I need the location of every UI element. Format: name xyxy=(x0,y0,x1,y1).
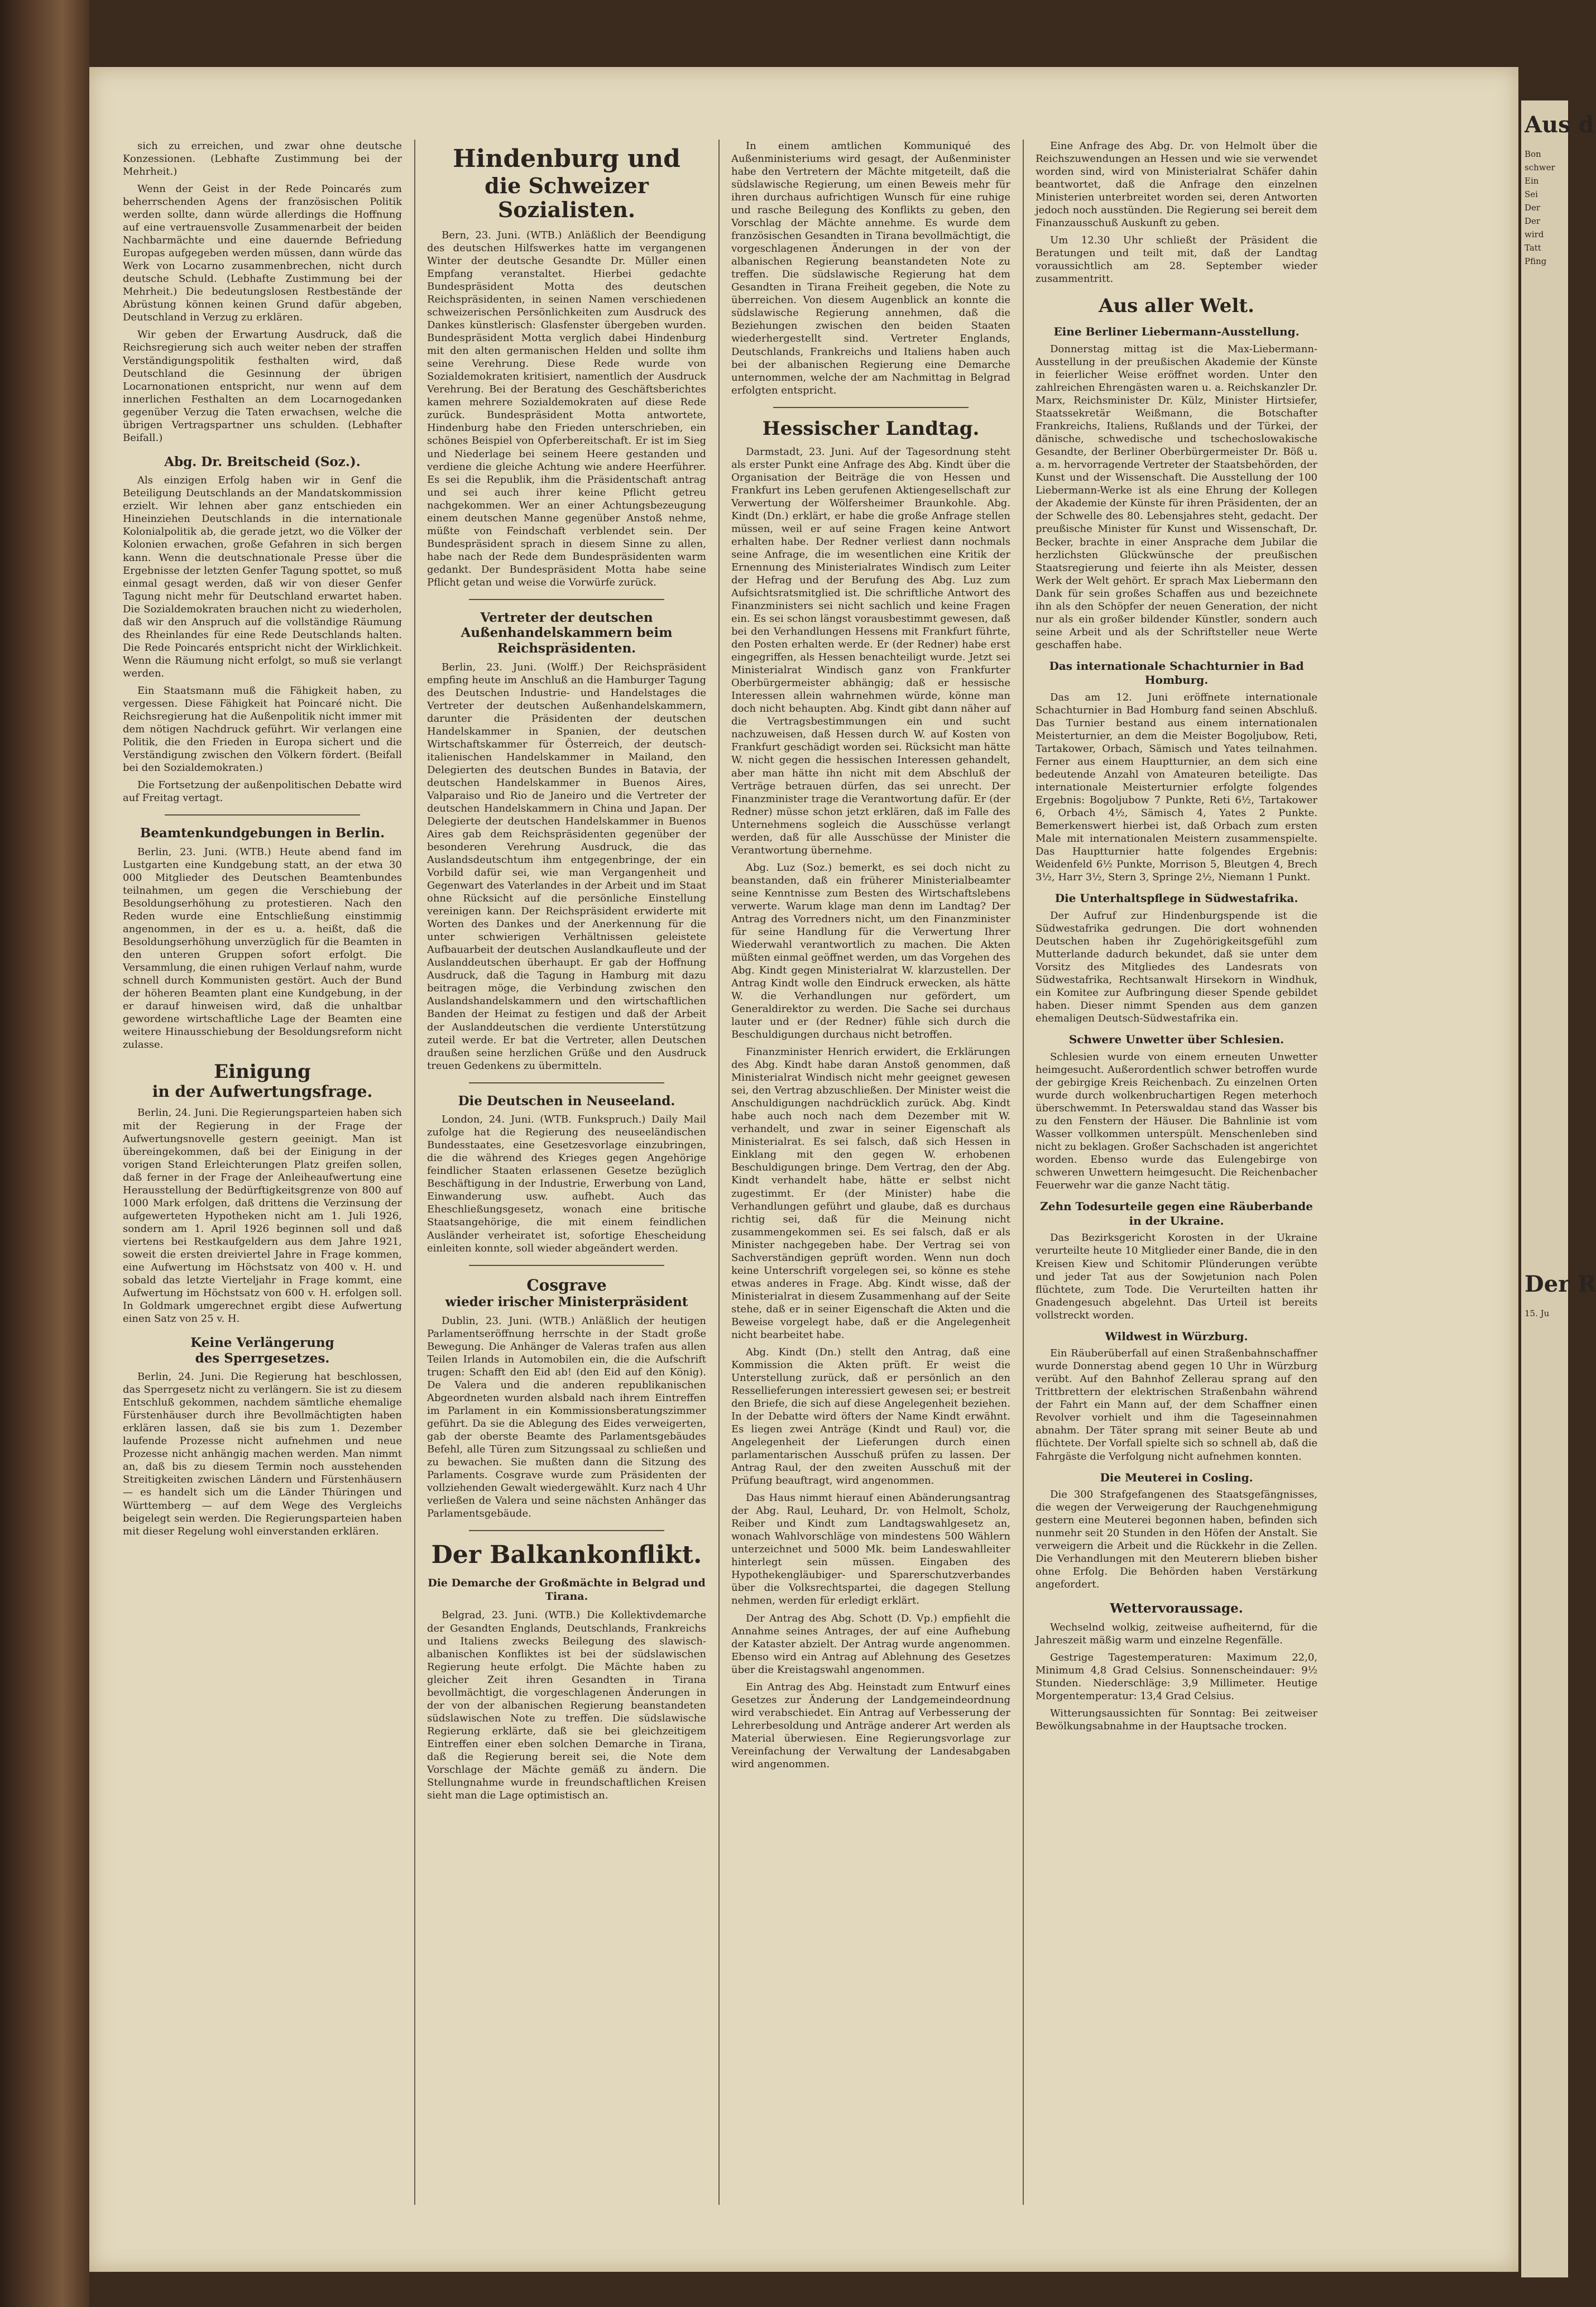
article-text: Um 12.30 Uhr schließt der Präsident die Beratungen und teilt mit, daß der Landtag voraussichtlich am 28. September wieder zusammentritt. xyxy=(1036,234,1317,285)
article-text: Dublin, 23. Juni. (WTB.) Anläßlich der heutigen Parlamentseröffnung herrschte in der Stadt große Bewegung. Die Anhänger de Valeras trafen aus allen Teilen Irlands in Automobilen ein, die die Aufschrift trugen: Schafft den Eid ab! (den Eid auf den König). De Valera und die anderen republikanischen Abgeordneten wurden alsbald nach ihrem Eintreffen im Parlament in ein Kommissionsberatungszimmer geführt. Da sie die Ablegung des Eides verweigerten, gab der oberste Beamte des Parlamentsgebäudes Befehl, alle Türen zum Sitzungssaal zu schließen und zu bewachen. Sie mußten dann die Sitzung des Parlaments. Cosgrave wurde zum Präsidenten der vollziehenden Gewalt wiedergewählt. Kurz nach 4 Uhr verließen de Valera und seine nächsten Anhänger das Parlamentsgebäude. xyxy=(427,1315,706,1520)
divider xyxy=(469,1530,664,1531)
heading-line: Keine Verlängerung xyxy=(190,1335,334,1350)
divider xyxy=(469,599,664,600)
column-rule xyxy=(414,140,415,2205)
article-text: Das Bezirksgericht Korosten in der Ukraine verurteilte heute 10 Mitglieder einer Bande, die in den Kreisen Kiew und Schitomir Plünderungen verübte und jeder Tat aus der Sowjetunion nach Polen flüchtete, zum Tode. Die Verurteilten hatten ihr Gnadengesuch abgelehnt. Das Urteil ist bereits vollstreckt worden. xyxy=(1036,1232,1317,1321)
article-text: Der Antrag des Abg. Schott (D. Vp.) empfiehlt die Annahme seines Antrages, der auf eine Aufhebung der Kataster abzielt. Der Antrag wurde angenommen. Ebenso wird ein Antrag auf Ablehnung des Gesetzes über die Kreistagswahl angenommen. xyxy=(731,1612,1010,1676)
article-heading: Beamtenkundgebungen in Berlin. xyxy=(140,826,385,841)
article-deck: Die Demarche der Großmächte in Belgrad und Tirana. xyxy=(428,1576,706,1603)
article-text: sich zu erreichen, und zwar ohne deutsche Konzessionen. (Lebhafte Zustimmung bei der Mehrheit.) xyxy=(123,140,402,178)
column-rule xyxy=(718,140,720,2205)
article-text: Ein Staatsmann muß die Fähigkeit haben, zu vergessen. Diese Fähigkeit hat Poincaré nicht. Die Reichsregierung hat die Außenpolitik nicht immer mit dem nötigen Nachdruck geführt. Wir verlangen eine Politik, die den Frieden in Europa sichert und die Verständigung zwischen den Völkern fördert. (Beifall bei den Sozialdemokraten.) xyxy=(123,684,402,774)
article-heading xyxy=(123,1335,402,1366)
article-text: Wenn der Geist in der Rede Poincarés zum beherrschenden Agens der französischen Politik werden sollte, dann würde allerdings die Hoffnung auf eine vertrauensvolle Zusammenarbeit der beiden Nachbarmächte und eine dauernde Befriedung Europas aufgegeben werden müssen, dann würde das Werk von Locarno zusammenbrechen, nicht durch deutsche Schuld. (Lebhafte Zustimmung bei der Mehrheit.) Die bedeutungslosen Restbestände der Abrüstung können keinen Grund dafür abgeben, Deutschland in Verzug zu erklären. xyxy=(123,183,402,324)
article-text: Das Haus nimmt hierauf einen Abänderungsantrag der Abg. Raul, Leuhard, Dr. von Helmolt, Scholz, Reiber und Kindt zum Landtagswahlgesetz an, wonach Wahlvorschläge von mindestens 500 Wählern unterzeichnet und 5000 Mk. beim Landeswahlleiter hinterlegt sein müssen. Eingaben des Hypothekengläubiger- und Sparerschutzverbandes über die Volksrechtspartei, die dagegen Stellung nehmen, werden für erledigt erklärt. xyxy=(731,1492,1010,1607)
article-text: Die 300 Strafgefangenen des Staatsgefängnisses, die wegen der Verweigerung der Rauchgenehmigung gestern eine Meuterei begonnen haben, befinden sich nunmehr seit 20 Stunden in den Höfen der Anstalt. Sie verweigern die Arbeit und die Rückkehr in die Zellen. Die Verhandlungen mit den Meuterern blieben bisher ohne Erfolg. Die Behörden haben Verstärkung angefordert. xyxy=(1036,1489,1317,1591)
article-heading: Die Unterhaltspflege in Südwestafrika. xyxy=(1055,891,1298,905)
article-text: London, 24. Juni. (WTB. Funkspruch.) Daily Mail zufolge hat die Regierung des neuseeländischen Bundesstaates, eine Gesetzesvorlage einzubringen, die die während des Krieges gegen Angehörige feindlicher Staaten erlassenen Gesetze bezüglich Beschäftigung in der Industrie, Erwerbung von Land, Einwanderung usw. aufhebt. Auch das Eheschließungsgesetz, wonach eine britische Staatsangehörige, die mit einem feindlichen Ausländer verheiratet ist, sofortige Ehescheidung einleiten konnte, soll wieder abgeändert werden. xyxy=(427,1114,706,1254)
article-text: Belgrad, 23. Juni. (WTB.) Die Kollektivdemarche der Gesandten Englands, Deutschlands, Frankreichs und Italiens zwecks Beilegung des slawisch-albanischen Konfliktes ist bei der südslawischen Regierung heute erfolgt. Die Mächte haben zu gleicher Zeit ihren Gesandten in Tirana bevollmächtigt, die vorgeschlagenen Änderungen in der von der albanischen Regierung beanstandeten südslawischen Note zu treffen. Die südslawische Regierung erklärte, daß sie bei gleichzeitigem Eintreffen einer eben solchen Demarche in Tirana, daß die Regierung bereit sei, die Note dem Vorschlage der Mächte gemäß zu ändern. Die Stellungnahme wurde in freundschaftlichen Kreisen sieht man die Lage optimistisch an. xyxy=(427,1609,706,1801)
article-text: Ein Antrag des Abg. Heinstadt zum Entwurf eines Gesetzes zur Änderung der Landgemeindeordnung wird verabschiedet. Ein Antrag auf Verbesserung der Lehrerbesoldung und Anträge anderer Art werden als Material überwiesen. Eine Regierungsvorlage zur Vereinfachung der Verwaltung der Landesabgaben wird angenommen. xyxy=(731,1681,1010,1770)
adjacent-text: Sei xyxy=(1525,189,1538,199)
article-text: Witterungsaussichten für Sonntag: Bei zeitweiser Bewölkungsabnahme in der Hauptsache trocken. xyxy=(1036,1708,1317,1733)
adjacent-text: Bon xyxy=(1525,149,1541,159)
article-heading xyxy=(123,1061,402,1101)
article-text: Der Aufruf zur Hindenburgspende ist die Südwestafrika gedrungen. Die dort wohnenden Deutschen haben ihr Zugehörigkeitsgefühl zum Mutterlande dadurch bekundet, daß sie unter dem Vorsitz des Mitgliedes des Landesrats von Südwestafrika, Rechtsanwalt Hirsekorn in Windhuk, ein Komitee zur Aufbringung dieser Spende gebildet haben. Dieser nimmt Spenden aus dem ganzen ehemaligen Deutsch-Südwestafrika ein. xyxy=(1036,910,1317,1025)
article-text: Donnerstag mittag ist die Max-Liebermann-Ausstellung in der preußischen Akademie der Künste in feierlicher Weise eröffnet worden. Unter den zahlreichen Ehrengästen waren u. a. Reichskanzler Dr. Marx, Reichsminister Dr. Külz, Minister Hirtsiefer, Staatssekretär Weißmann, die Botschafter Frankreichs, Italiens, Rußlands und der Türkei, der dänische, schwedische und tschechoslowakische Gesandte, der Berliner Oberbürgermeister Dr. Böß u. a. m. hervorragende Vertreter der Staatsbehörden, der Kunst und der Wissenschaft. Die Ausstellung der 100 Liebermann-Werke ist als eine Ehrung der Kollegen der Akademie der Künste für ihren Präsidenten, der an der Schwelle des 80. Lebensjahres steht, gedacht. Der preußische Minister für Kunst und Wissenschaft, Dr. Becker, brachte in einer Ansprache dem Jubilar die herzlichsten Glückwünsche der preußischen Staatsregierung und feierte ihn als Meister, dessen Werk der Welt gehört. Er sprach Max Liebermann den Dank für sein großes Schaffen aus und bezeichnete ihn als den Schöpfer der neuen Generation, der nicht nur als ein großer bildender Künstler, sondern auch seine Arbeit und als der Schriftsteller neue Werte geschaffen habe. xyxy=(1036,343,1317,651)
article-text: Eine Anfrage des Abg. Dr. von Helmolt über die Reichszuwendungen an Hessen und wie sie verwendet worden sind, wird von Ministerialrat Schäfer dahin beantwortet, daß die Anfrage den einzelnen Ministerien unterbreitet worden sei, deren Antworten jedoch noch ausstünden. Die Regierung sei bereit dem Finanzausschuß Auskunft zu geben. xyxy=(1036,140,1317,229)
article-heading: Eine Berliner Liebermann-Ausstellung. xyxy=(1053,325,1300,339)
adjacent-text: Der xyxy=(1525,216,1541,226)
article-text: Berlin, 23. Juni. (Wolff.) Der Reichspräsident empfing heute im Anschluß an die Hamburger Tagung des Deutschen Industrie- und Handelstages die Vertreter der deutschen Außenhandelskammern, darunter die Präsidenten der deutschen Handelskammer in Spanien, der deutschen Wirtschaftskammer für Österreich, der deutsch-italienischen Handelskammer in Mailand, den Delegierten des deutschen Bundes in Batavia, der deutschen Handelskammer in Buenos Aires, Valparaiso und Rio de Janeiro und die Vertreter der deutschen Handelskammern in China und Japan. Der Delegierte der deutschen Handelskammer in Buenos Aires gab dem Reichspräsidenten gegenüber der besonderen Verehrung Ausdruck, die das Auslandsdeutschtum ihm entgegenbringe, der ein Vorbild dafür sei, wie man Vergangenheit und Gegenwart des Vaterlandes in der Arbeit und im Staat ohne Rücksicht auf die persönliche Einstellung vereinigen kann. Der Reichspräsident erwiderte mit Worten des Dankes und der Anerkennung für die unter schwierigen Verhältnissen geleistete Aufbauarbeit der deutschen Auslandkaufleute und der Auslanddeutschen überhaupt. Er gab der Hoffnung Ausdruck, daß die Tagung in Hamburg mit dazu beitragen möge, die Verbindung zwischen den Auslandshandelskammern und den wirtschaftlichen Banden der Heimat zu festigen und daß der Arbeit der Auslanddeutschen die verdiente Unterstützung zuteil werde. Er bat die Vertreter, allen Deutschen draußen seine herzlichen Grüße und den Ausdruck treuen Gedenkens zu übermitteln. xyxy=(427,661,706,1072)
article-text: Abg. Kindt (Dn.) stellt den Antrag, daß eine Kommission die Akten prüft. Er weist die Unterstellung zurück, daß er persönlich an den Ressellieferungen interessiert gewesen sei; er bestreit den Briefe, die sich auf diese Angelegenheit beziehen. In der Debatte wird öfters der Name Kindt erwähnt. Es liegen zwei Anträge (Kindt und Raul) vor, die Angelegenheit der Lieferungen durch einen parlamentarischen Ausschuß prüfen zu lassen. Der Antrag Raul, der den zweiten Ausschuß mit der Prüfung beauftragt, wird angenommen. xyxy=(731,1346,1010,1487)
article-text: Gestrige Tagestemperaturen: Maximum 22,0, Minimum 4,8 Grad Celsius. Sonnenscheindauer: 9½ Stunden. Niederschläge: 3,9 Millimeter. Heutige Morgentemperatur: 13,4 Grad Celsius. xyxy=(1036,1652,1317,1702)
article-heading: Die Deutschen in Neuseeland. xyxy=(458,1093,675,1109)
column-1 xyxy=(123,140,402,2216)
article-text: Schlesien wurde von einem erneuten Unwetter heimgesucht. Außerordentlich schwer betroffen wurde der gebirgige Kreis Reichenbach. Zu einzelnen Orten wurde durch wolkenbruchartigen Regen meterhoch überschwemmt. In Peterswaldau stand das Wasser bis zu den Fenstern der Häuser. Die Bahnlinie ist vom Wasser vollkommen unterspült. Menschenleben sind nicht zu beklagen. Großer Sachschaden ist angerichtet worden. Ebenso wurde das Eulengebirge von schweren Unwettern heimgesucht. Die Reichenbacher Feuerwehr war die ganze Nacht tätig. xyxy=(1036,1051,1317,1192)
column-rule xyxy=(1023,140,1024,2205)
article-heading: Hessischer Landtag. xyxy=(762,417,980,440)
article-heading: Wettervoraussage. xyxy=(1110,1601,1243,1617)
heading-line: in der Aufwertungsfrage. xyxy=(152,1082,373,1101)
heading-line: des Sperrgesetzes. xyxy=(195,1350,330,1366)
adjacent-text: wird xyxy=(1525,229,1544,239)
column-3 xyxy=(731,140,1010,2216)
article-text: Bern, 23. Juni. (WTB.) Anläßlich der Beendigung des deutschen Hilfswerkes hatte im vergangenen Winter der deutsche Gesandte Dr. Müller einen Empfang veranstaltet. Hierbei gedachte Bundespräsident Motta des deutschen Reichspräsidenten, in seinen Namen verschiedenen schweizerischen Persönlichkeiten zum Ausdruck des Dankes künstlerisch: Glasfenster übergeben wurden. Bundespräsident Motta verglich dabei Hindenburg mit den alten germanischen Helden und sollte ihm seine Verehrung. Diese Rede wurde von Sozialdemokraten kritisiert, namentlich der Ausdruck Verehrung. Bei der Beratung des Geschäftsberichtes kamen mehrere Sozialdemokraten auf diese Rede zurück. Bundespräsident Motta antwortete, Hindenburg habe den Frieden unterschrieben, ein schönes Beispiel von Opferbereitschaft. Er ist im Sieg und Niederlage bei seinem Heere gestanden und verdiene die gleiche Achtung wie andere Heerführer. Es sei die Republik, ihm die Präsidentschaft antrag und sei auch ihrer keine Pflicht getreu nachgekommen. Wer an einer Achtungsbezeugung einem deutschen Manne gegenüber Anstoß nehme, müßte von Feindschaft verblendet sein. Der Bundespräsident sprach in diesem Sinne zu allen, habe nach der Rede dem Bundespräsidenten warm gedankt. Der Bundespräsident Motta habe seine Pflicht getan und weise die Vorwürfe zurück. xyxy=(427,229,706,588)
heading-line: Einigung xyxy=(214,1061,311,1083)
article-heading: Zehn Todesurteile gegen eine Räuberbande in der Ukraine. xyxy=(1040,1200,1313,1227)
adjacent-heading: Der R xyxy=(1525,1271,1596,1297)
column-2 xyxy=(427,140,706,2216)
heading-line: die Schweizer Sozialisten. xyxy=(485,172,649,223)
article-text: Berlin, 24. Juni. Die Regierungsparteien haben sich mit der Regierung in der Frage der Aufwertungsnovelle gestern geeinigt. Man ist übereingekommen, daß bei der Einigung in der vorigen Stand Erleichterungen Platz greifen sollen, daß ferner in der Frage der Anleiheaufwertung eine Herausstellung der Bedürftigkeitsgrenze von 800 auf 1000 Mark erfolgen, daß drittens die Verzinsung der aufgewerteten Hypotheken nicht am 1. Juli 1926, sondern am 1. April 1926 beginnen soll und daß viertens bei Restkaufgeldern aus dem Jahre 1921, soweit die ersten dreiviertel Jahre in Frage kommen, eine Aufwertung im Höchstsatz von 400 v. H. und sobald das letzte Vierteljahr in Frage kommt, eine Aufwertung im Höchstsatz von 600 v. H. erfolgen soll. In Goldmark umgerechnet ergibt diese Aufwertung einen Satz von 25 v. H. xyxy=(123,1107,402,1325)
heading-line: Cosgrave xyxy=(526,1275,607,1294)
article-heading: Vertreter der deutschen Außenhandelskammern beim Reichspräsidenten. xyxy=(461,610,673,656)
divider xyxy=(773,407,969,408)
adjacent-text: Der xyxy=(1525,203,1541,213)
adjacent-text: Ein xyxy=(1525,176,1539,186)
article-heading: Der Balkankonflikt. xyxy=(431,1541,702,1570)
section-heading: Aus aller Welt. xyxy=(1099,295,1254,318)
article-text: Berlin, 23. Juni. (WTB.) Heute abend fand im Lustgarten eine Kundgebung statt, an der etwa 30 000 Mitglieder des Deutschen Beamtenbundes teilnahmen, um gegen die Verschiebung der Besoldungserhöhung zu protestieren. Nach den Reden wurde eine Entschließung einstimmig angenommen, in der es u. a. heißt, daß die Besoldungserhöhung unverzüglich für die Beamten in den unteren Gruppen sofort erfolgt. Die Versammlung, die einen ruhigen Verlauf nahm, wurde schnell durch Kommunisten gestört. Auch der Bund der höheren Beamten plant eine Kundgebung, in der er darauf hinweisen wird, daß die unhaltbar gewordene wirtschaftliche Lage der Beamten eine weitere Hinausschiebung der Besoldungsreform nicht zulasse. xyxy=(123,846,402,1051)
article-heading xyxy=(427,1276,706,1310)
article-heading: Wildwest in Würzburg. xyxy=(1105,1329,1248,1343)
divider xyxy=(469,1265,664,1266)
article-heading: Schwere Unwetter über Schlesien. xyxy=(1068,1033,1285,1047)
adjacent-page-edge xyxy=(1521,100,1596,2277)
adjacent-text: Pfing xyxy=(1525,256,1547,266)
article-text: Die Fortsetzung der außenpolitischen Debatte wird auf Freitag vertagt. xyxy=(123,779,402,804)
heading-line: wieder irischer Ministerpräsident xyxy=(445,1294,688,1310)
article-heading: Abg. Dr. Breitscheid (Soz.). xyxy=(164,454,361,469)
adjacent-text: 15. Ju xyxy=(1525,1308,1550,1318)
divider xyxy=(165,814,360,816)
article-heading: Das internationale Schachturnier in Bad Homburg. xyxy=(1049,659,1304,687)
article-text: Wechselnd wolkig, zeitweise aufheiternd, für die Jahreszeit mäßig warm und einzelne Regenfälle. xyxy=(1036,1621,1317,1646)
article-text: Finanzminister Henrich erwidert, die Erklärungen des Abg. Kindt habe daran Anstoß genommen, daß Ministerialrat Windisch nicht mehr geeignet gewesen sei, den Vertrag abzuschließen. Der Minister weist die Anschuldigungen nachdrücklich zurück. Abg. Kindt habe auch noch nach dem Dezember mit W. verhandelt, und zwar in seiner Eigenschaft als Ministerialrat. Es sei falsch, daß sich Hessen in Einklang mit den gegen W. erhobenen Beschuldigungen bringe. Dem Vertrag, den der Abg. Kindt verhandelt habe, hätte er selbst nicht zugestimmt. Er (der Minister) habe die Verhandlungen geführt und glaube, daß es durchaus richtig sei, daß für die Meinung nicht zusammengekommen sei. Es sei falsch, daß er als Minister nachgegeben habe. Der Vertrag sei von Sachverständigen geprüft worden. Wenn nun doch keine Unterschrift vorgelegen sei, so könne es stehe etwas anderes in Frage. Abg. Kindt wisse, daß der Ministerialrat in diesem Zusammenhang auf der Seite stehe, daß er in seiner Eigenschaft die Akten und die Beweise vorgelegt habe, daß er die Angelegenheit nicht bearbeitet habe. xyxy=(731,1046,1010,1341)
article-text: In einem amtlichen Kommuniqué des Außenministeriums wird gesagt, der Außenminister habe den Vertretern der Mächte mitgeteilt, daß die südslawische Regierung, um einen Beweis mehr für ihren durchaus aufrichtigen Wunsch für eine ruhige und rasche Beilegung des Konflikts zu geben, den Vorschlag der Mächte annehme. Es wurde dem französischen Gesandten in Tirana bevollmächtigt, die vorgeschlagenen Änderungen in der von der albanischen Regierung beanstandeten Note zu treffen. Die südslawische Regierung hat dem Gesandten in Tirana Freiheit gegeben, die Note zu überreichen. Von diesem Augenblick an konnte die südslawische Regierung annehmen, daß die Beziehungen zwischen den beiden Staaten wiederhergestellt sind. Vertreter Englands, Deutschlands, Frankreichs und Italiens haben auch bei der albanischen Regierung eine Demarche unternommen, welche der am Nachmittag in Belgrad erfolgten entspricht. xyxy=(731,140,1010,396)
article-text: Abg. Luz (Soz.) bemerkt, es sei doch nicht zu beanstanden, daß ein früherer Ministerialbeamter seine Kenntnisse zum Besten des Wirtschaftslebens verwerte. Warum klage man denn im Landtag? Der Antrag des Vorredners nicht, um den Finanzminister für seine Handlung für die Verwertung Ihrer Wiederwahl verantwortlich zu machen. Die Akten müßten einmal geöffnet werden, um das Vorgehen des Abg. Kindt gegen Ministerialrat W. klarzustellen. Der Antrag Kindt wolle den Eindruck erwecken, als hätte W. die Verhandlungen nur gefördert, um Generaldirektor zu werden. Die Sache sei durchaus lauter und er (der Redner) fühle sich durch die Beschuldigungen durchaus nicht betroffen. xyxy=(731,861,1010,1041)
book-spine xyxy=(0,0,89,2307)
article-text: Darmstadt, 23. Juni. Auf der Tagesordnung steht als erster Punkt eine Anfrage des Abg. Kindt über die Organisation der Beiträge die von Hessen und Frankfurt ins Leben gerufenen Aktiengesellschaft zur Verwertung der Wölfersheimer Braunkohle. Abg. Kindt (Dn.) erklärt, er habe die große Anfrage stellen müssen, weil er auf seine Fragen keine Antwort erhalten habe. Der Redner verliest dann nochmals seine Anfrage, die im wesentlichen eine Kritik der Ernennung des Ministerialrates Windisch zum Leiter der Hefrag und der Berufung des Abg. Luz zum Aufsichtsratsmitglied ist. Die schriftliche Antwort des Finanzministers sei nicht sachlich und keine Fragen ein. Es sei schon längst vorausbestimmt gewesen, daß bei den Verhandlungen Hessens mit Frankfurt führte, den Posten erhalten werde. Er (der Redner) habe erst eingegriffen, als Hessen benachteiligt wurde. Jetzt sei Ministerialrat Windisch ganz von Frankfurter Oberbürgermeister abhängig; daß er hessische Interessen allein wahrnehmen würde, könne man doch nicht behaupten. Abg. Kindt gibt dann näher auf die Vertragsbestimmungen ein und sucht nachzuweisen, daß Hessen durch W. auf Kosten von Frankfurt geschädigt worden sei. Rücksicht man hätte W. nicht gegen die hessischen Interessen gehandelt, aber man hätte ihn nicht mit dem Abschluß der Verträge betrauen dürfen, das sei unrecht. Der Finanzminister trage die Verantwortung dafür. Er (der Redner) müsse schon jetzt erklären, daß im Falle des Unternehmens sogleich die Ausschüsse verlangt werden, daß für alle Ausschüsse der Minister die Verantwortung übernehme. xyxy=(731,445,1010,856)
divider xyxy=(469,1082,664,1083)
article-text: Berlin, 24. Juni. Die Regierung hat beschlossen, das Sperrgesetz nicht zu verlängern. Sie ist zu diesem Entschluß gekommen, nachdem sämtliche ehemalige Fürstenhäuser durch ihre Bevollmächtigten haben erklären lassen, daß sie bis zum 1. Dezember laufende Prozesse nicht aufnehmen und neue Prozesse nicht anhängig machen werden. Man nimmt an, daß bis zu diesem Termin noch ausstehenden Streitigkeiten zwischen Ländern und Fürstenhäusern — es handelt sich um die Länder Thüringen und Württemberg — auf dem Wege des Vergleichs beigelegt sein werden. Die Regierungsparteien haben mit dieser Regelung wohl einverstanden erklären. xyxy=(123,1371,402,1537)
article-text: Als einzigen Erfolg haben wir in Genf die Beteiligung Deutschlands an der Mandatskommission erzielt. Wir lehnen aber ganz entschieden ein Hineinziehen Deutschlands in die internationale Kolonialpolitik ab, die gerade jetzt, wo die Völker der Kolonien erwachen, große Gefahren in sich bergen kann. Wenn die deutschnationale Presse über die Ergebnisse der letzten Genfer Tagung spottet, so muß einmal gesagt werden, daß wir von dieser Genfer Tagung nicht mehr für Deutschland erwartet haben. Die Sozialdemokraten brauchen nicht zu wiederholen, daß wir den Anspruch auf die vollständige Räumung des Rheinlandes für eine Rede Deutschlands halten. Die Rede Poincarés entspricht nicht der Wirklichkeit. Wenn die Räumung nicht erfolgt, so muß sie verlangt werden. xyxy=(123,474,402,679)
article-text: Ein Räuberüberfall auf einen Straßenbahnschaffner wurde Donnerstag abend gegen 10 Uhr in Würzburg verübt. Auf den Bahnhof Zellerau sprang auf den Trittbrettern der elektrischen Straßenbahn während der Fahrt ein Mann auf, der dem Schaffner einen Revolver vorhielt und ihm die Tageseinnahmen abnahm. Der Täter sprang mit seiner Beute ab und flüchtete. Der Vorfall spielte sich so schnell ab, daß die Fahrgäste die Verfolgung nicht aufnehmen konnten. xyxy=(1036,1347,1317,1462)
adjacent-text: Tatt xyxy=(1525,243,1541,253)
adjacent-text: schwer xyxy=(1525,162,1555,172)
article-text: Wir geben der Erwartung Ausdruck, daß die Reichsregierung sich auch weiter neben der straffen Verständigungspolitik festhalten wird, daß Deutschland die Gesinnung der übrigen Locarnonationen entspricht, nur wenn auf dem innerlichen Festhalten an dem Locarnogedanken gegenüber Verzug die Taten erwachsen, welche die übrigen Vertragspartner uns schulden. (Lebhafter Beifall.) xyxy=(123,329,402,444)
article-heading xyxy=(427,145,706,222)
heading-line: Hindenburg und xyxy=(453,145,680,173)
article-text: Das am 12. Juni eröffnete internationale Schachturnier in Bad Homburg fand seinen Abschluß. Das Turnier bestand aus einem internationalen Meisterturnier, an dem die Meister Bogoljubow, Reti, Tartakower, Orbach, Sämisch und Yates teilnahmen. Ferner aus einem Hauptturnier, an dem sich eine bedeutende Anzahl von Amateuren beteiligte. Das internationale Meisterturnier erfolgte folgendes Ergebnis: Bogoljubow 7 Punkte, Reti 6½, Tartakower 6, Orbach 4½, Sämisch 4, Yates 2 Punkte. Bemerkenswert hierbei ist, daß Orbach zum ersten Male mit internationalen Meistern zusammenspielte. Das Hauptturnier hatte folgendes Ergebnis: Weidenfeld 6½ Punkte, Morrison 5, Bleutgen 4, Brech 3½, Harr 3½, Stern 3, Springe 2½, Niemann 1 Punkt. xyxy=(1036,691,1317,884)
column-4 xyxy=(1036,140,1317,2216)
adjacent-heading: Aus d xyxy=(1525,112,1594,138)
newspaper-page xyxy=(89,67,1518,2272)
article-heading: Die Meuterei in Cosling. xyxy=(1100,1470,1253,1484)
